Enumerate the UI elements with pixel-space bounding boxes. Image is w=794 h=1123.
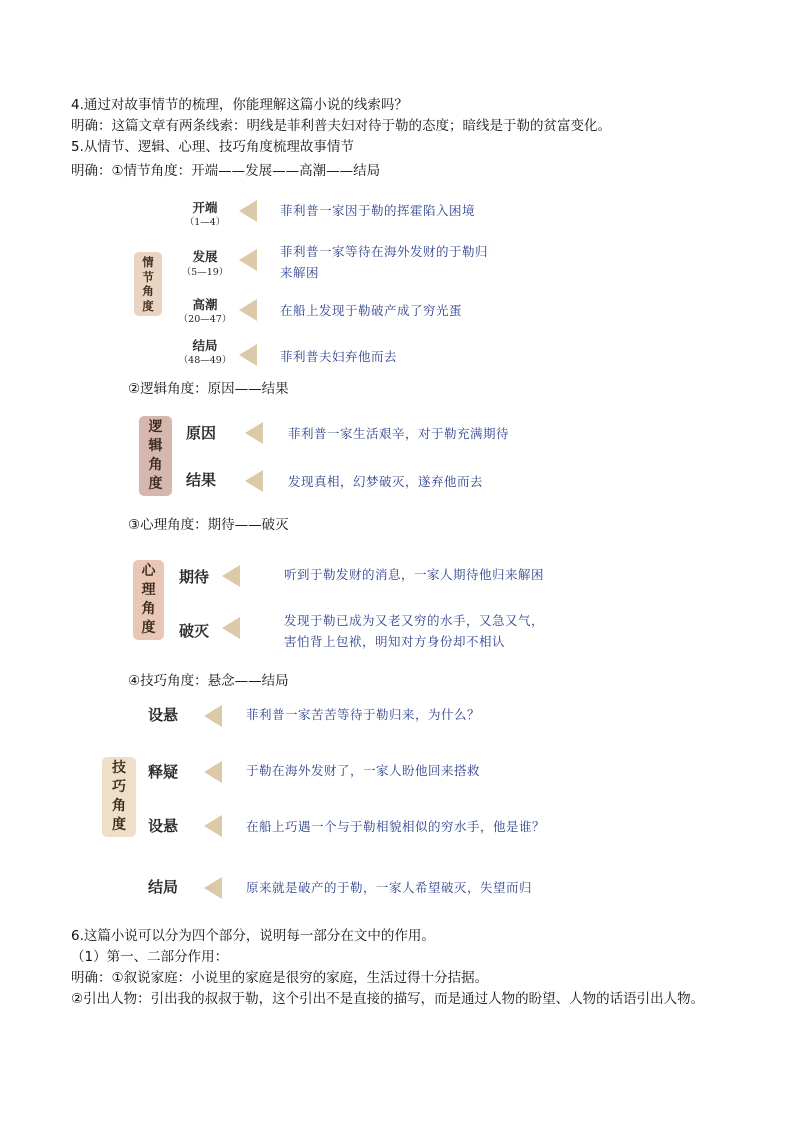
plot-range-climax: （20—47） [178, 314, 232, 325]
plot-desc-climax: 在船上发现于勒破产成了穷光蛋 [280, 303, 463, 318]
plot-key-ending: 结局 [192, 338, 218, 353]
psych-desc-shatter [284, 610, 544, 652]
plot-desc-line: 菲利普一家等待在海外发财的于勒归 [280, 244, 489, 259]
left-arrow-icon [245, 422, 263, 444]
psych-label-char: 度 [141, 620, 156, 636]
left-arrow-icon [239, 344, 257, 366]
question-6-part-1: （1）第一、二部分作用： [71, 949, 229, 965]
plot-label-char: 情 [142, 255, 154, 269]
skill-angle-box [102, 757, 136, 837]
logic-key-result: 结果 [186, 471, 217, 489]
logic-angle-box [139, 416, 172, 496]
skill-key-suspense-1: 设悬 [148, 706, 179, 724]
skill-key-ending: 结局 [148, 878, 179, 896]
psych-key-shatter: 破灭 [179, 622, 210, 640]
skill-label-char: 巧 [112, 779, 126, 795]
plot-range-development: （5—19） [181, 267, 229, 278]
logic-desc-result: 发现真相，幻梦破灭，遂弃他而去 [288, 474, 484, 489]
plot-desc-line: 来解困 [280, 265, 320, 280]
skill-label-char: 度 [112, 817, 126, 833]
skill-desc-suspense-1: 菲利普一家苦苦等待于勒归来，为什么？ [246, 707, 481, 722]
left-arrow-icon [239, 249, 257, 271]
left-arrow-icon [222, 617, 240, 639]
psych-angle-box [133, 560, 164, 640]
skill-label-char: 角 [112, 798, 126, 814]
plot-range-beginning: （1—4） [184, 217, 226, 228]
plot-desc-development [280, 241, 488, 283]
question-5: 5.从情节、逻辑、心理、技巧角度梳理故事情节 [71, 139, 354, 155]
psych-heading: ③心理角度：期待——破灭 [128, 517, 289, 533]
plot-label-char: 角 [142, 284, 154, 298]
plot-key-development: 发展 [192, 249, 218, 264]
answer-6-line-2: ②引出人物：引出我的叔叔于勒，这个引出不是直接的描写，而是通过人物的盼望、人物的话语引出人物。 [71, 991, 705, 1007]
psych-desc-expect: 听到于勒发财的消息，一家人期待他归来解困 [284, 567, 545, 582]
question-6: 6.这篇小说可以分为四个部分，说明每一部分在文中的作用。 [71, 928, 435, 944]
left-arrow-icon [239, 299, 257, 321]
skill-heading: ④技巧角度：悬念——结局 [128, 673, 289, 689]
left-arrow-icon [239, 200, 257, 222]
answer-5-intro: 明确：①情节角度：开端——发展——高潮——结局 [71, 163, 381, 179]
skill-key-resolve: 释疑 [148, 763, 179, 781]
psych-label-char: 心 [141, 563, 156, 579]
logic-key-cause: 原因 [186, 424, 217, 442]
logic-desc-cause: 菲利普一家生活艰辛，对于勒充满期待 [288, 426, 510, 441]
logic-label-char: 角 [148, 457, 163, 473]
left-arrow-icon [222, 565, 240, 587]
psych-label-char: 角 [141, 601, 156, 617]
plot-desc-beginning: 菲利普一家因于勒的挥霍陷入困境 [280, 203, 476, 218]
plot-key-beginning: 开端 [192, 200, 218, 215]
left-arrow-icon [204, 761, 222, 783]
skill-desc-ending: 原来就是破产的于勒，一家人希望破灭，失望而归 [246, 880, 533, 895]
skill-label-char: 技 [112, 760, 126, 776]
left-arrow-icon [204, 815, 222, 837]
plot-range-ending: （48—49） [178, 355, 232, 366]
plot-desc-ending: 菲利普夫妇弃他而去 [280, 349, 398, 364]
plot-key-climax: 高潮 [192, 297, 218, 312]
skill-key-suspense-2: 设悬 [148, 817, 179, 835]
logic-label-char: 逻 [148, 419, 163, 435]
left-arrow-icon [245, 470, 263, 492]
logic-label-char: 辑 [148, 438, 163, 454]
answer-6-line-1: 明确：①叙说家庭：小说里的家庭是很穷的家庭，生活过得十分拮据。 [71, 970, 489, 986]
plot-label-char: 节 [142, 269, 154, 284]
answer-4: 明确：这篇文章有两条线索：明线是菲利普夫妇对待于勒的态度；暗线是于勒的贫富变化。 [71, 118, 611, 134]
psych-label-char: 理 [141, 582, 156, 598]
psych-key-expect: 期待 [179, 568, 210, 586]
left-arrow-icon [204, 877, 222, 899]
plot-angle-box [134, 252, 162, 316]
skill-desc-suspense-2: 在船上巧遇一个与于勒相貌相似的穷水手，他是谁？ [246, 819, 546, 834]
psych-desc-line: 害怕背上包袱，明知对方身份却不相认 [284, 634, 506, 649]
plot-label-char: 度 [142, 298, 154, 313]
psych-desc-line: 发现于勒已成为又老又穷的水手，又急又气， [284, 613, 545, 628]
logic-heading: ②逻辑角度：原因——结果 [128, 381, 289, 397]
question-4: 4.通过对故事情节的梳理，你能理解这篇小说的线索吗？ [71, 97, 408, 113]
left-arrow-icon [204, 705, 222, 727]
skill-desc-resolve: 于勒在海外发财了，一家人盼他回来搭救 [246, 763, 481, 778]
logic-label-char: 度 [148, 476, 163, 492]
